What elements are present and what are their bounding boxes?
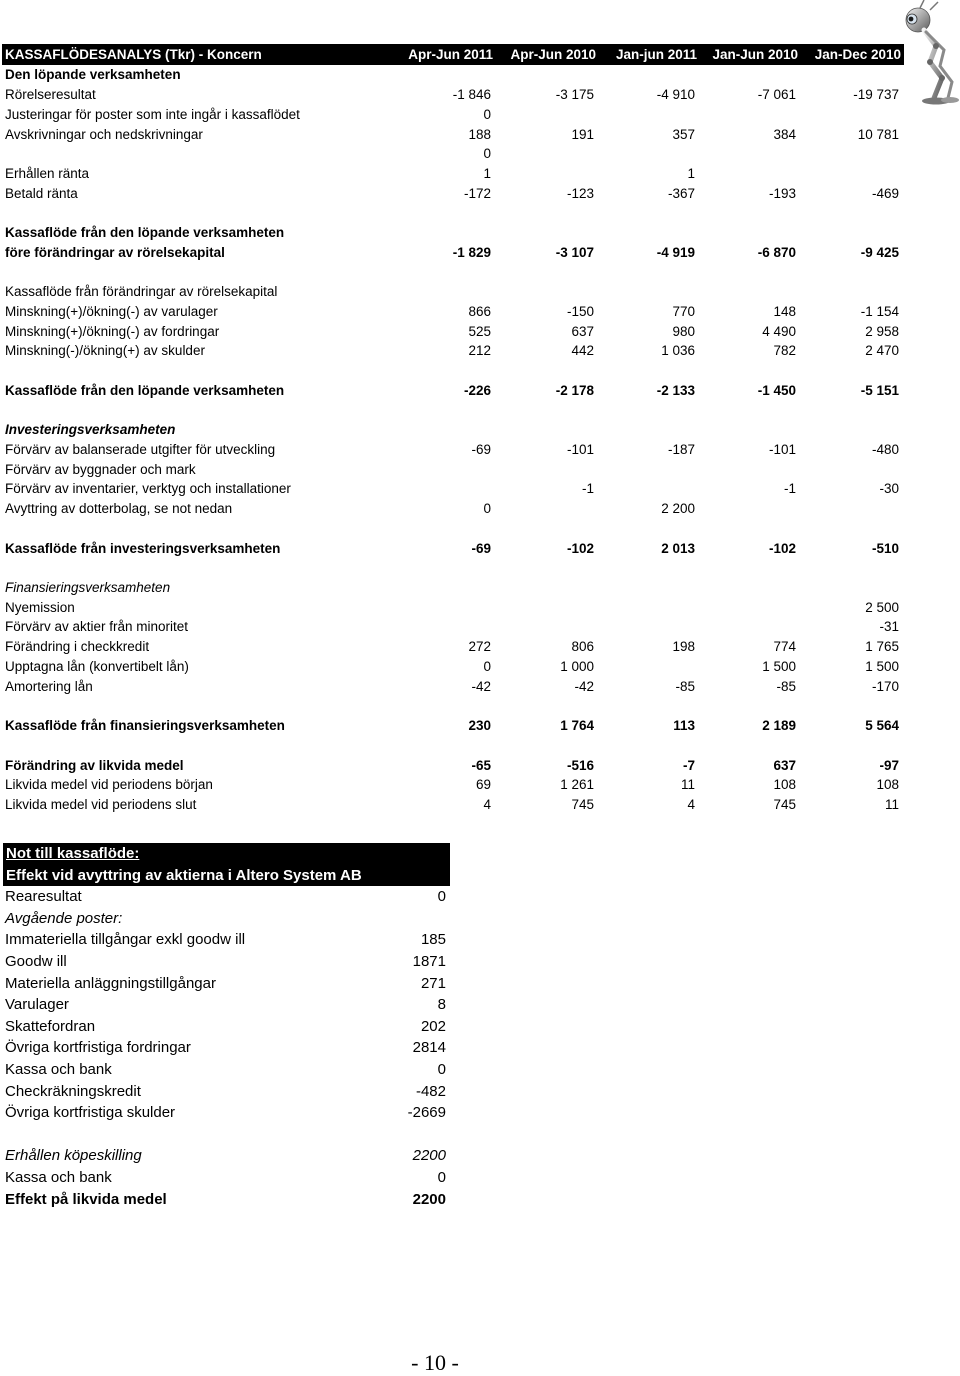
table-row	[2, 321, 904, 341]
table-row	[2, 124, 904, 144]
row-value: 212	[468, 343, 491, 359]
row-value: 5 564	[865, 718, 899, 734]
row-value: -1 450	[757, 382, 796, 398]
table-row	[2, 85, 904, 105]
table-row	[2, 479, 904, 499]
row-label: före förändringar av rörelsekapital	[5, 244, 225, 260]
note-value: 0	[437, 1169, 446, 1187]
row-value: -69	[471, 442, 491, 458]
column-header: Apr-Jun 2010	[510, 47, 596, 62]
table-row	[2, 755, 904, 775]
row-value: -480	[871, 442, 899, 458]
row-value: -19 737	[853, 87, 899, 103]
row-value: -187	[667, 442, 695, 458]
row-value: -3 175	[555, 87, 594, 103]
row-value: -226	[463, 382, 491, 398]
table-row	[2, 775, 904, 795]
row-label: Rörelseresultat	[5, 87, 96, 103]
row-value: -30	[879, 481, 899, 497]
row-value: 745	[773, 796, 796, 812]
row-value: 2 958	[865, 323, 899, 339]
row-value: 191	[571, 126, 594, 142]
table-row	[2, 341, 904, 361]
table-row	[2, 696, 904, 716]
table-row	[2, 617, 904, 637]
table-row	[2, 144, 904, 164]
row-label: Kassaflöde från den löpande verksamheten	[5, 382, 285, 398]
row-value: 1 500	[762, 658, 796, 674]
row-label: Den löpande verksamheten	[5, 67, 181, 83]
table-row	[2, 795, 904, 815]
note-label: Erhållen köpeskilling	[5, 1147, 142, 1165]
note-value: 2814	[412, 1039, 446, 1057]
row-value: -3 107	[555, 244, 594, 260]
row-value: -150	[566, 303, 594, 319]
note-label: Materiella anläggningstillgångar	[5, 974, 216, 992]
note-row	[3, 908, 450, 930]
row-value: 69	[475, 777, 491, 793]
row-value: -4 910	[656, 87, 695, 103]
note-row	[3, 929, 450, 951]
note-value: 271	[420, 974, 446, 992]
column-header: Jan-Dec 2010	[814, 47, 901, 62]
note-row	[3, 1188, 450, 1210]
column-header: Jan-Jun 2010	[712, 47, 798, 62]
row-value: 637	[773, 757, 796, 773]
table-row	[2, 558, 904, 578]
row-value: 230	[468, 718, 491, 734]
row-value: 637	[571, 323, 594, 339]
row-value: 1 765	[865, 639, 899, 655]
note-value: 0	[437, 1061, 446, 1079]
row-value: -42	[574, 678, 594, 694]
row-value: 1 000	[560, 658, 594, 674]
table-row	[2, 262, 904, 282]
note-row	[3, 1167, 450, 1189]
row-value: 188	[468, 126, 491, 142]
note-heading: Not till kassaflöde:	[3, 843, 450, 865]
note-value: 202	[420, 1017, 446, 1035]
row-value: 108	[773, 777, 796, 793]
table-row	[2, 183, 904, 203]
row-value: -6 870	[757, 244, 796, 260]
note-label: Kassa och bank	[5, 1169, 112, 1187]
row-value: -101	[566, 442, 594, 458]
table-row	[2, 223, 904, 243]
row-label: Förändring i checkkredit	[5, 639, 150, 655]
table-row	[2, 676, 904, 696]
row-value: -516	[566, 757, 594, 773]
row-value: 4	[483, 796, 491, 812]
row-value: 108	[876, 777, 899, 793]
row-value: 774	[773, 639, 796, 655]
row-value: 4	[687, 796, 695, 812]
row-value: 11	[884, 796, 899, 812]
note-row	[3, 1080, 450, 1102]
table-row	[2, 716, 904, 736]
column-header: Apr-Jun 2011	[408, 47, 493, 62]
row-value: -469	[871, 185, 899, 201]
row-label: Erhållen ränta	[5, 165, 90, 181]
row-value: -102	[566, 540, 594, 556]
note-value: 1871	[412, 953, 446, 971]
row-value: 1 764	[560, 718, 594, 734]
row-value: 442	[571, 343, 594, 359]
note-label: Goodw ill	[5, 953, 67, 971]
note-label: Effekt på likvida medel	[5, 1190, 167, 1208]
note-label: Övriga kortfristiga fordringar	[5, 1039, 191, 1057]
table-row	[2, 282, 904, 302]
cash-flow-table	[2, 44, 904, 814]
table-row	[2, 302, 904, 322]
row-value: 2 013	[661, 540, 695, 556]
row-value: 113	[673, 718, 695, 734]
row-value: 745	[571, 796, 594, 812]
row-label: Likvida medel vid periodens början	[5, 777, 213, 793]
note-label: Övriga kortfristiga skulder	[5, 1104, 176, 1122]
table-row	[2, 578, 904, 598]
row-value: -7	[682, 757, 695, 773]
row-value: -172	[463, 185, 491, 201]
note-row	[3, 1145, 450, 1167]
table-header	[2, 44, 904, 65]
row-value: -1 846	[452, 87, 491, 103]
row-value: -85	[675, 678, 695, 694]
note-label: Kassa och bank	[5, 1061, 112, 1079]
note-label: Checkräkningskredit	[5, 1082, 141, 1100]
row-value: 0	[483, 658, 491, 674]
table-row	[2, 420, 904, 440]
table-row	[2, 657, 904, 677]
note-row	[3, 972, 450, 994]
table-row	[2, 735, 904, 755]
row-value: -170	[871, 678, 899, 694]
note-value: 2200	[412, 1190, 446, 1208]
row-value: -65	[471, 757, 491, 773]
row-value: 0	[483, 501, 491, 517]
row-label: Minskning(-)/ökning(+) av skulder	[5, 343, 205, 359]
note-label: Skattefordran	[5, 1017, 96, 1035]
row-value: -1	[581, 481, 594, 497]
table-row	[2, 361, 904, 381]
note-row	[3, 1102, 450, 1124]
row-label: Justeringar för poster som inte ingår i kassaflödet	[5, 106, 300, 122]
row-value: 1 036	[661, 343, 695, 359]
row-label: Betald ränta	[5, 185, 78, 201]
row-value: 357	[672, 126, 695, 142]
row-value: 980	[672, 323, 695, 339]
note-row	[3, 1016, 450, 1038]
note-subheading: Effekt vid avyttring av aktierna i Altero System AB	[3, 865, 450, 887]
note-value: 185	[420, 931, 446, 949]
row-value: -1 154	[860, 303, 899, 319]
page-number: - 10 -	[411, 1350, 459, 1375]
row-label: Förvärv av balanserade utgifter för utveckling	[5, 442, 276, 458]
row-value: -101	[768, 442, 796, 458]
note-value: -482	[415, 1082, 446, 1100]
row-label: Kassaflöde från finansieringsverksamheten	[5, 718, 285, 734]
note-value: 8	[437, 996, 446, 1014]
row-value: -2 178	[555, 382, 594, 398]
row-label: Finansieringsverksamheten	[5, 580, 171, 596]
row-value: 11	[680, 777, 695, 793]
table-row	[2, 203, 904, 223]
row-value: -42	[471, 678, 491, 694]
row-label: Likvida medel vid periodens slut	[5, 796, 197, 812]
note-label: Varulager	[5, 996, 69, 1014]
row-value: 2 470	[865, 343, 899, 359]
robot-mascot-icon	[886, 0, 960, 108]
note-label: Immateriella tillgångar exkl goodw ill	[5, 931, 246, 949]
row-value: 4 490	[762, 323, 796, 339]
row-value: -367	[667, 185, 695, 201]
row-label: Förändring av likvida medel	[5, 757, 184, 773]
row-label: Minskning(+)/ökning(-) av fordringar	[5, 323, 220, 339]
row-label: Minskning(+)/ökning(-) av varulager	[5, 303, 218, 319]
row-value: 0	[483, 146, 491, 162]
note-row	[3, 886, 450, 908]
table-row	[2, 381, 904, 401]
row-value: 2 500	[865, 599, 899, 615]
table-row	[2, 164, 904, 184]
note-row	[3, 1059, 450, 1081]
row-label: Kassaflöde från investeringsverksamheten	[5, 540, 281, 556]
table-row	[2, 400, 904, 420]
row-value: -69	[471, 540, 491, 556]
row-value: -102	[768, 540, 796, 556]
row-label: Förvärv av inventarier, verktyg och installationer	[5, 481, 291, 497]
row-label: Kassaflöde från den löpande verksamheten	[5, 225, 285, 241]
table-row	[2, 597, 904, 617]
row-value: 782	[773, 343, 796, 359]
table-row	[2, 538, 904, 558]
row-value: -97	[879, 757, 899, 773]
row-value: 2 200	[661, 501, 695, 517]
row-value: 1 261	[560, 777, 594, 793]
row-value: -9 425	[860, 244, 899, 260]
row-value: -7 061	[757, 87, 796, 103]
column-header: Jan-jun 2011	[615, 47, 697, 62]
row-value: 384	[773, 126, 796, 142]
row-value: 0	[483, 106, 491, 122]
table-row	[2, 104, 904, 124]
row-value: -85	[776, 678, 796, 694]
row-value: 10 781	[857, 126, 899, 142]
row-value: -31	[879, 619, 899, 635]
note-value: -2669	[407, 1104, 446, 1122]
note-row	[3, 1124, 450, 1146]
note-row	[3, 994, 450, 1016]
row-value: 866	[468, 303, 491, 319]
table-body	[2, 65, 904, 814]
row-value: -2 133	[656, 382, 695, 398]
row-value: -1 829	[452, 244, 491, 260]
row-label: Nyemission	[5, 599, 75, 615]
row-value: -123	[566, 185, 594, 201]
row-value: -1	[783, 481, 796, 497]
row-value: 2 189	[762, 718, 796, 734]
row-label: Upptagna lån (konvertibelt lån)	[5, 658, 189, 674]
table-title: KASSAFLÖDESANALYS (Tkr) - Koncern	[5, 47, 262, 62]
row-value: 148	[773, 303, 796, 319]
note-row	[3, 1037, 450, 1059]
row-value: -193	[768, 185, 796, 201]
table-row	[2, 65, 904, 85]
table-row	[2, 499, 904, 519]
row-value: 1	[483, 165, 491, 181]
row-value: 272	[468, 639, 491, 655]
row-value: 1 500	[865, 658, 899, 674]
table-row	[2, 459, 904, 479]
note-value: 2200	[412, 1147, 446, 1165]
row-label: Avskrivningar och nedskrivningar	[5, 126, 203, 142]
row-label: Förvärv av aktier från minoritet	[5, 619, 189, 635]
row-label: Kassaflöde från förändringar av rörelsekapital	[5, 284, 278, 300]
cash-flow-note	[3, 843, 450, 1210]
row-label: Amortering lån	[5, 678, 93, 694]
table-row	[2, 519, 904, 539]
row-value: 198	[672, 639, 695, 655]
row-value: 1	[687, 165, 695, 181]
note-label: Avgående poster:	[5, 909, 123, 927]
row-value: 525	[468, 323, 491, 339]
table-row	[2, 440, 904, 460]
row-value: -4 919	[656, 244, 695, 260]
row-label: Avyttring av dotterbolag, se not nedan	[5, 501, 233, 517]
row-label: Förvärv av byggnader och mark	[5, 461, 196, 477]
table-row	[2, 242, 904, 262]
note-value: 0	[437, 888, 446, 906]
table-row	[2, 637, 904, 657]
row-value: 806	[571, 639, 594, 655]
note-label: Rearesultat	[5, 888, 82, 906]
row-value: -510	[871, 540, 899, 556]
row-label: Investeringsverksamheten	[5, 422, 176, 438]
note-body	[3, 886, 450, 1210]
note-row	[3, 951, 450, 973]
row-value: 770	[672, 303, 695, 319]
row-value: -5 151	[860, 382, 899, 398]
